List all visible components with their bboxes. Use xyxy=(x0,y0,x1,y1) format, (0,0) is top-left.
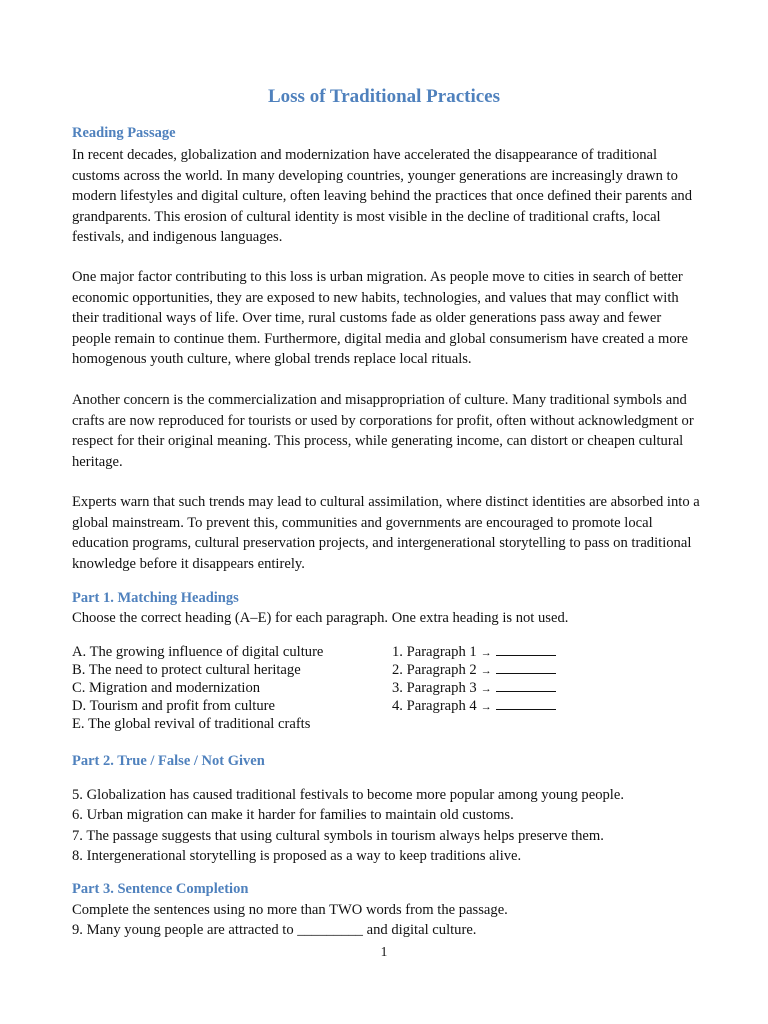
statement: 7. The passage suggests that using cultural symbols in tourism always helps preserve them. xyxy=(72,828,604,844)
matching-item xyxy=(392,661,556,680)
document-title: Loss of Traditional Practices xyxy=(267,86,501,107)
matching-item-label: 1. Paragraph 1 xyxy=(392,644,477,660)
paragraph-4: Experts warn that such trends may lead to cultural assimilation, where distinct identities are absorbed into a global mainstream. To prevent this, communities and governments are encouraged to promote local education programs, cultural preservation projects, and intergenerational storytelling to pass on traditional knowledge before it disappears entirely. xyxy=(72,494,700,572)
part3-heading: Part 3. Sentence Completion xyxy=(72,881,249,897)
matching-item-label: 4. Paragraph 4 xyxy=(392,698,477,714)
paragraph-2: One major factor contributing to this loss is urban migration. As people move to cities in search of better economic opportunities, they are exposed to new habits, technologies, and values that may conflict with their traditional ways of life. Over time, rural customs fade as older generations pass away and fewer people remain to continue them. Furthermore, digital media and global consumerism have created a more homogenous youth culture, where global trends replace local rituals. xyxy=(72,269,688,367)
arrow-icon: → xyxy=(480,683,492,695)
heading-option: A. The growing influence of digital culture xyxy=(72,644,324,660)
answer-blank[interactable] xyxy=(496,679,556,692)
paragraph-3: Another concern is the commercialization and misappropriation of culture. Many traditional symbols and crafts are now reproduced for tourists or used by corporations for profit, often without acknowledgment or respect for their original meaning. This process, while generating income, can distort or cheapen cultural heritage. xyxy=(72,392,694,470)
matching-item xyxy=(392,697,556,716)
part1-heading: Part 1. Matching Headings xyxy=(72,590,239,606)
part3-instruction: Complete the sentences using no more than TWO words from the passage. xyxy=(72,902,508,918)
answer-blank[interactable] xyxy=(496,661,556,674)
heading-option: C. Migration and modernization xyxy=(72,680,261,696)
statement: 6. Urban migration can make it harder for families to maintain old customs. xyxy=(72,807,514,823)
part1-instruction: Choose the correct heading (A–E) for each paragraph. One extra heading is not used. xyxy=(72,610,569,626)
completion-sentence: 9. Many young people are attracted to _________ and digital culture. xyxy=(72,922,477,938)
page-number: 1 xyxy=(380,944,388,959)
matching-item-label: 3. Paragraph 3 xyxy=(392,680,477,696)
heading-option: D. Tourism and profit from culture xyxy=(72,698,275,714)
arrow-icon: → xyxy=(480,701,492,713)
answer-blank[interactable] xyxy=(496,643,556,656)
arrow-icon: → xyxy=(480,665,492,677)
matching-item-label: 2. Paragraph 2 xyxy=(392,662,477,678)
statement: 5. Globalization has caused traditional festivals to become more popular among young people. xyxy=(72,787,624,803)
part2-heading: Part 2. True / False / Not Given xyxy=(72,753,265,769)
paragraph-1: In recent decades, globalization and modernization have accelerated the disappearance of traditional customs across the world. In many developing countries, younger generations are increasingly drawn to modern lifestyles and digital culture, often leaving behind the practices that once defined their parents and grandparents. This erosion of cultural identity is most visible in the decline of traditional crafts, local festivals, and indigenous languages. xyxy=(72,147,693,245)
matching-item xyxy=(392,643,556,662)
reading-passage-heading: Reading Passage xyxy=(72,125,176,141)
statement: 8. Intergenerational storytelling is proposed as a way to keep traditions alive. xyxy=(72,848,522,864)
arrow-icon: → xyxy=(480,647,492,659)
heading-option: B. The need to protect cultural heritage xyxy=(72,662,301,678)
matching-item xyxy=(392,679,556,698)
heading-option: E. The global revival of traditional crafts xyxy=(72,716,311,732)
answer-blank[interactable] xyxy=(496,697,556,710)
